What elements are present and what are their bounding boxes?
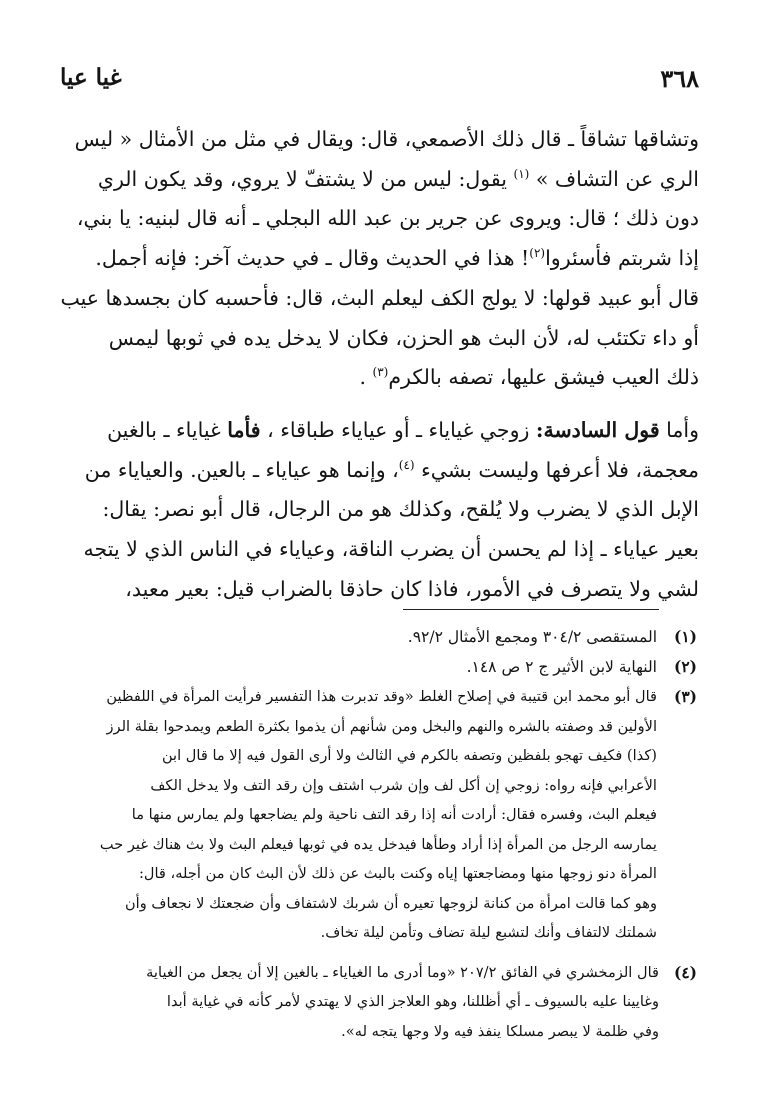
text-run: وأما [659, 417, 699, 442]
paragraph-1-line-6: أو داء تكتئب له، لأن البث هو الحزن، فكان لا يدخل يده في ثوبها ليمس [108, 325, 699, 350]
footnote-ref-3[interactable]: (٣) [372, 365, 389, 380]
footnote-text [60, 958, 659, 1047]
paragraph-2-line-3: الإبل الذي لا يضرب ولا يُلقح، وكذلك هو من الرجال، قال أبو نصر: يقال: [102, 497, 699, 522]
footnote-ref-1[interactable]: (١) [513, 166, 530, 181]
footnote-line: وغايينا عليه بالسيوف ـ أي أظللنا، وهو العلاجز الذي لا يهتدي لأمر كأنه في غياية أبدا [166, 993, 659, 1010]
page-number: ٣٦٨ [660, 64, 699, 93]
footnote-text [60, 682, 657, 948]
paragraph-1-line-7: ذلك العيب فيشق عليها، تصفه بالكرم$^{(٣)}$ . [359, 365, 699, 390]
footnote-ref-2[interactable]: (٢) [529, 246, 546, 261]
page-header [60, 64, 699, 104]
paragraph-1-line-4 [60, 239, 699, 279]
footnote-line: وهو كما قالت امرأة من كنانة لزوجها تعيره أن شربك لاشتفاف وأن ضجعتك لا نجعاف وأن [124, 894, 657, 912]
footnote-3 [60, 682, 697, 948]
footnote-line: يمارسه الرجل من المرأة إذا أراد وطأها فيدخل يده في ثوبها فيعلم البث ولا بث هناك غير حب [99, 835, 657, 853]
text-run: ! هذا في الحديث وقال ـ في حديث آخر: فإنه أجمل. [95, 246, 530, 271]
footnote-line: الأعرابي فإنه رواه: زوجي إن أكل لف وإن شرب اشتف وإن رقد التف ولا يدخل الكف [150, 776, 657, 794]
paragraph-2-line-2 [60, 451, 699, 491]
bold-phrase: قول السادسة: [535, 417, 660, 442]
text-run: إذا شربتم فأسئروا [545, 246, 699, 271]
paragraph-1-line-5: قال أبو عبيد قولها: لا يولج الكف ليعلم البث، قال: فأحسبه كان بجسدها عيب [60, 285, 699, 310]
footnote-number: (١) [673, 627, 697, 646]
footnote-text [60, 652, 657, 682]
footnote-line: قال أبو محمد ابن قتيبة في إصلاح الغلط «وقد تدبرت هذا التفسير فرأيت المرأة في اللفظين [106, 688, 657, 705]
footnote-line: النهاية لابن الأثير ج ٢ ص ١٤٨. [466, 658, 657, 676]
text-run: الري عن التشاف » [535, 166, 699, 191]
paragraph-2-line-1 [60, 411, 699, 451]
footnote-1 [60, 622, 697, 652]
footnote-number: (٣) [673, 687, 697, 706]
footnote-line: (كذا) فكيف تهجو بلفظين وتصفه بالكرم في الثالث ولا أرى القول فيه إلا ما قال ابن [161, 747, 657, 764]
footnote-separator [403, 609, 659, 610]
footnote-line: وفي ظلمة لا يبصر مسلكا ينفذ فيه ولا وجها يتجه له». [341, 1022, 659, 1040]
running-head: غيا عيا [60, 64, 122, 91]
footnote-line: المستقصى ٣٠٤/٢ ومجمع الأمثال ٩٢/٢. [407, 628, 657, 646]
footnotes [60, 622, 697, 1046]
main-text [60, 120, 699, 609]
footnote-line: قال الزمخشري في الفائق ٢٠٧/٢ «وما أدرى ما الغياياء ـ بالغين إلا أن يجعل من الغياية [146, 963, 659, 981]
footnote-number: (٤) [673, 962, 697, 982]
footnote-line: الأولين قد وصفته بالشره والنهم والبخل ومن شأنهم أن يذموا بكثرة الطعم ويمدحوا بقلة الرز [106, 717, 657, 735]
footnote-line: المرأة دنو زوجها منها ومضاجعتها إياه وكنت بالبث عن ذلك لأن البث كان من أجله، قال: [138, 865, 657, 882]
footnote-line: شملتك لالتفاف وأنك لتشبع ليلة تضاف وتأمن ليلة تخاف. [320, 924, 657, 941]
footnote-4 [60, 958, 697, 1047]
paragraph-2-line-4: بعير عياياء ـ إذا لم يحسن أن يضرب الناقة، وعياياء في الناس الذي لا يتجه [83, 537, 699, 562]
paragraph-1-line-3: دون ذلك ؛ قال: ويروى عن جرير بن عبد الله البجلي ـ أنه قال لبنيه: يا بني، [76, 206, 699, 231]
footnote-number: (٢) [673, 657, 697, 676]
paragraph-2 [60, 411, 699, 610]
text-run: ، وإنما هو عياياء ـ بالعين. والعياياء من [84, 457, 399, 482]
text-run: زوجي غياياء ـ أو عياياء طباقاء ، [260, 417, 536, 442]
paragraph-1 [60, 120, 699, 398]
footnote-text [60, 622, 657, 652]
text-run: يقول: ليس من لا يشتفّ لا يروي، وقد يكون الري [97, 166, 507, 191]
footnote-ref-4[interactable]: (٤) [398, 457, 415, 472]
text-run: ذلك العيب فيشق عليها، تصفه بالكرم [388, 365, 699, 390]
paragraph-gap [60, 398, 699, 411]
paragraph-1-line-1: وتشاقها تشاقاً ـ قال ذلك الأصمعي، قال: ويقال في مثل من الأمثال « ليس [74, 127, 699, 151]
footnote-2 [60, 652, 697, 682]
text-run: غياياء ـ بالغين [107, 417, 228, 442]
bold-word: فأما [227, 417, 261, 442]
paragraph-1-line-2 [60, 160, 699, 200]
paragraph-2-line-5: لشي ولا يتصرف في الأمور، فاذا كان حاذقا بالضراب قيل: بعير معيد، [125, 576, 699, 601]
text-run: معجمة، فلا أعرفها وليست بشيء [421, 457, 699, 482]
footnote-line: فيعلم البث، وفسره فقال: أرادت أنه إذا رقد التف ناحية ولم يضاجعها ولم يمارس منها ما [131, 806, 657, 823]
